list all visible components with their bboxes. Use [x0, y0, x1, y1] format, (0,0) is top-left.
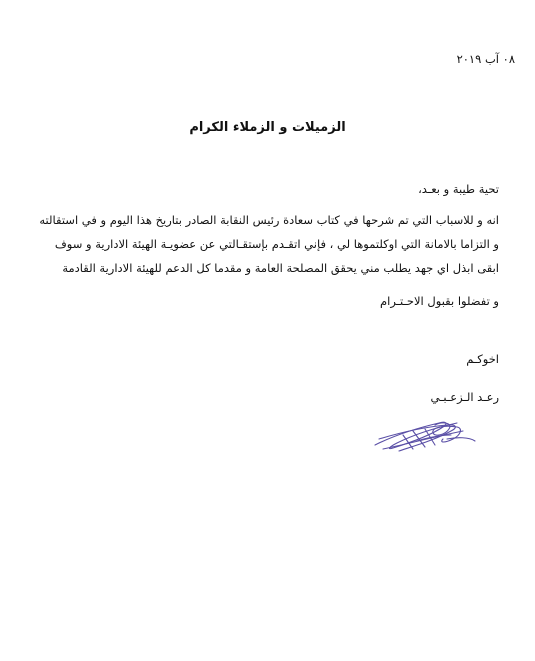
letter-body-line: ابقى ابذل اي جهد يطلب مني يحقق المصلحة العامة و مقدما كل الدعم للهيئة الادارية القادمة	[62, 261, 499, 275]
letter-greeting: تحية طيبة و بعـد،	[418, 182, 499, 196]
handwritten-signature	[373, 415, 478, 455]
letter-title: الزميلات و الزملاء الكرام	[189, 120, 346, 135]
letter-body-line: و التزاما بالامانة التي اوكلتموها لي ، فإني اتقـدم بإستقـالتي عن عضويـة الهيئة الادارية و سوف	[54, 237, 499, 251]
letter-body-line: انه و للاسباب التي تم شرحها في كتاب سعادة رئيس النقابة الصادر بتاريخ هذا اليوم و في استقالته	[39, 213, 499, 227]
letter-date: ٠٨ آب ٢٠١٩	[456, 52, 515, 66]
signer-name: رعـد الـزعـبـي	[430, 390, 499, 404]
letter-signoff: اخوكـم	[466, 352, 499, 366]
letter-closing: و تفضلوا بقبول الاحـتـرام	[380, 294, 499, 308]
